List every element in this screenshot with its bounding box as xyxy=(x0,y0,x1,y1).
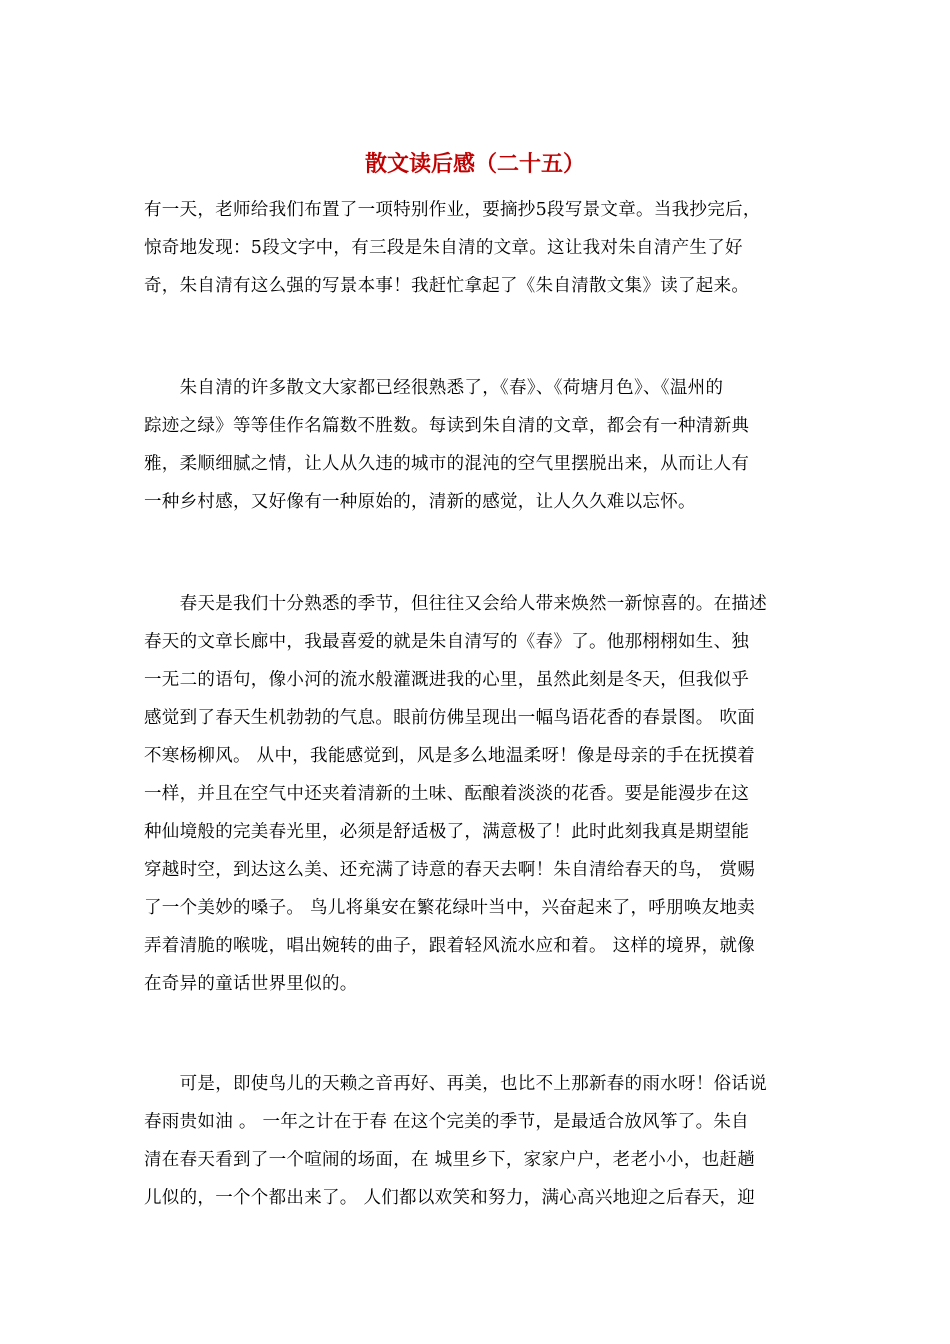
paragraph-3-line-4: 感觉到了春天生机勃勃的气息。眼前仿佛呈现出一幅鸟语花香的春景图。 吹面 xyxy=(144,708,756,728)
paragraph-4-line-4: 儿似的，一个个都出来了。 人们都以欢笑和努力，满心高兴地迎之后春天，迎 xyxy=(144,1188,756,1208)
paragraph-3-line-1: 春天是我们十分熟悉的季节，但往往又会给人带来焕然一新惊喜的。在描述 xyxy=(144,594,767,614)
paragraph-2-line-1: 朱自清的许多散文大家都已经很熟悉了，《春》、《荷塘月色》、《温州的 xyxy=(144,378,724,398)
paragraph-3-line-6: 一样，并且在空气中还夹着清新的土味、酝酿着淡淡的花香。要是能漫步在这 xyxy=(144,784,750,804)
paragraph-3-line-3: 一无二的语句，像小河的流水般灌溉进我的心里，虽然此刻是冬天，但我似乎 xyxy=(144,670,750,690)
paragraph-1-line-1: 有一天，老师给我们布置了一项特别作业，要摘抄5段写景文章。当我抄完后， xyxy=(144,200,761,220)
paragraph-2-line-3: 雅，柔顺细腻之情，让人从久违的城市的混沌的空气里摆脱出来，从而让人有 xyxy=(144,454,750,474)
paragraph-3-line-9: 了一个美妙的嗓子。 鸟儿将巢安在繁花绿叶当中，兴奋起来了，呼朋唤友地卖 xyxy=(144,898,756,918)
paragraph-3-line-8: 穿越时空，到达这么美、还充满了诗意的春天去啊！朱自清给春天的鸟， 赏赐 xyxy=(144,860,756,880)
paragraph-3-line-10: 弄着清脆的喉咙，唱出婉转的曲子，跟着轻风流水应和着。 这样的境界，就像 xyxy=(144,936,756,956)
document-title: 散文读后感（二十五） xyxy=(364,152,585,177)
paragraph-2-line-4: 一种乡村感，又好像有一种原始的，清新的感觉，让人久久难以忘怀。 xyxy=(144,492,696,512)
paragraph-2-line-2: 踪迹之绿》等等佳作名篇数不胜数。每读到朱自清的文章，都会有一种清新典 xyxy=(144,416,750,436)
paragraph-4-line-1: 可是，即使鸟儿的天赖之音再好、再美，也比不上那新春的雨水呀！俗话说 xyxy=(144,1074,767,1094)
paragraph-3-line-2: 春天的文章长廊中，我最喜爱的就是朱自清写的《春》了。他那栩栩如生、独 xyxy=(144,632,750,652)
paragraph-4-line-3: 清在春天看到了一个喧闹的场面，在 城里乡下，家家户户，老老小小，也赶趟 xyxy=(144,1150,756,1170)
paragraph-1-line-3: 奇，朱自清有这么强的写景本事！我赶忙拿起了《朱自清散文集》读了起来。 xyxy=(144,276,750,296)
paragraph-3-line-7: 种仙境般的完美春光里，必须是舒适极了，满意极了！此时此刻我真是期望能 xyxy=(144,822,750,842)
paragraph-3-line-11: 在奇异的童话世界里似的。 xyxy=(144,974,358,994)
paragraph-1-line-2: 惊奇地发现：5段文字中，有三段是朱自清的文章。这让我对朱自清产生了好 xyxy=(144,238,743,258)
paragraph-3-line-5: 不寒杨柳风。 从中，我能感觉到，风是多么地温柔呀！像是母亲的手在抚摸着 xyxy=(144,746,756,766)
paragraph-4-line-2: 春雨贵如油 。 一年之计在于春 在这个完美的季节，是最适合放风筝了。朱自 xyxy=(144,1112,749,1132)
